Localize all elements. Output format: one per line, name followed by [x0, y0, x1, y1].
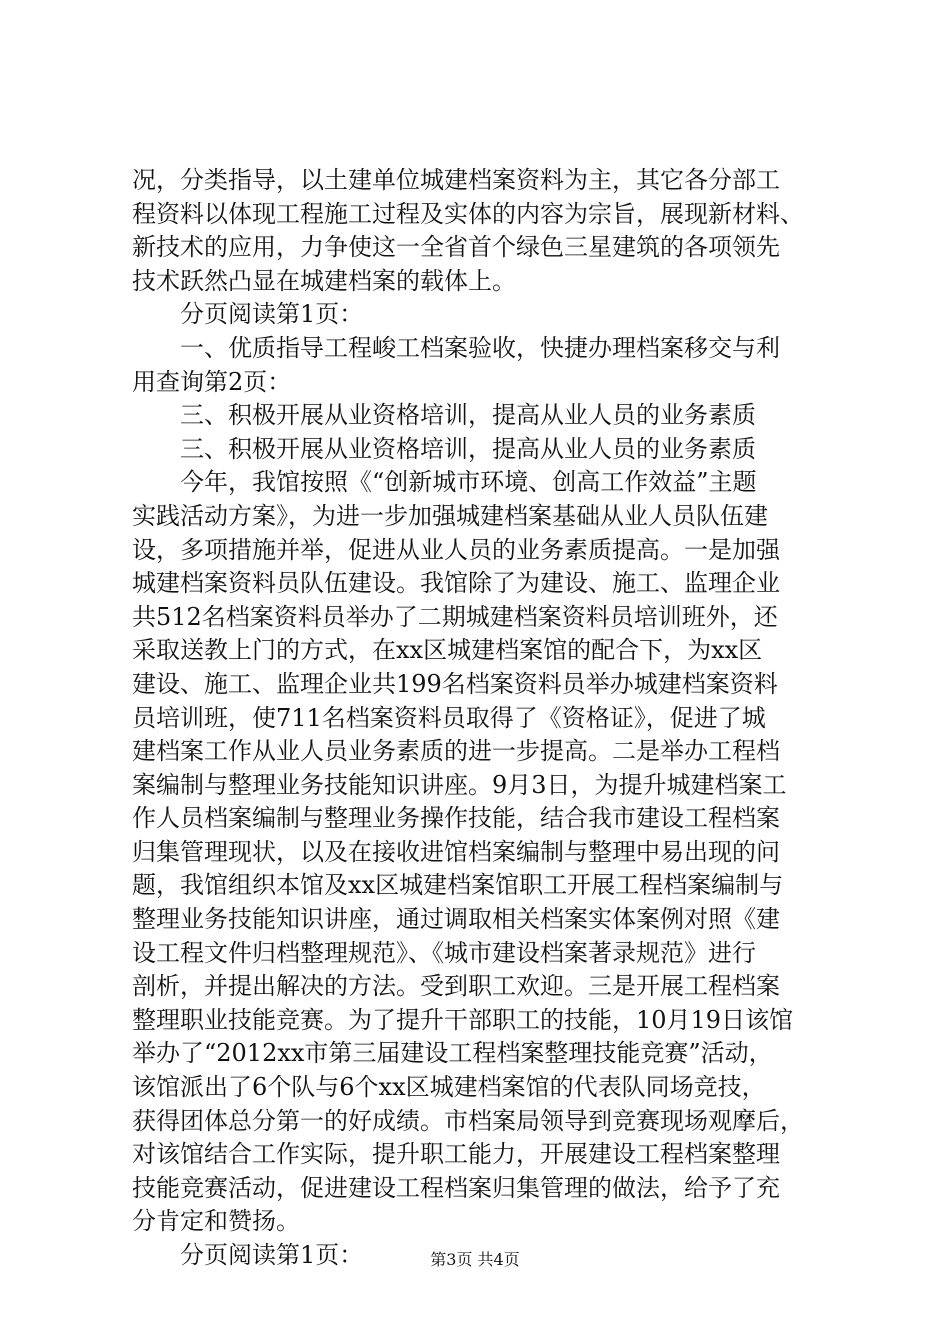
text-line: 整理业务技能知识讲座，通过调取相关档案实体案例对照《建: [132, 905, 780, 934]
text-line: 共512名档案资料员举办了二期城建档案资料员培训班外，还: [132, 602, 778, 631]
text-line: 分肯定和赞扬。: [132, 1207, 300, 1236]
page-footer: 第3页 共4页: [430, 1250, 520, 1269]
text-line: 城建档案资料员队伍建设。我馆除了为建设、施工、监理企业: [132, 569, 780, 598]
text-line: 三、积极开展从业资格培训，提高从业人员的业务素质: [180, 434, 756, 463]
text-line: 案编制与整理业务技能知识讲座。9月3日，为提升城建档案工: [132, 770, 787, 799]
text-line: 题，我馆组织本馆及xx区城建档案馆职工开展工程档案编制与: [132, 871, 784, 900]
text-line: 剖析，并提出解决的方法。受到职工欢迎。三是开展工程档案: [132, 972, 780, 1001]
text-line: 举办了“2012xx市第三届建设工程档案整理技能竞赛”活动，: [132, 1039, 773, 1068]
text-line: 设工程文件归档整理规范》、《城市建设档案著录规范》进行: [132, 938, 756, 967]
text-line: 用查询第2页：: [132, 367, 292, 396]
text-line: 况，分类指导，以土建单位城建档案资料为主，其它各分部工: [132, 166, 780, 194]
text-line: 采取送教上门的方式，在xx区城建档案馆的配合下，为xx区: [132, 636, 763, 665]
text-line: 该馆派出了6个队与6个xx区城建档案馆的代表队同场竞技，: [132, 1073, 766, 1102]
text-line: 技术跃然凸显在城建档案的载体上。: [132, 266, 516, 295]
text-line: 对该馆结合工作实际，提升职工能力，开展建设工程档案整理: [132, 1140, 780, 1169]
text-line: 今年，我馆按照《“创新城市环境、创高工作效益”主题: [180, 468, 757, 497]
text-line: 三、积极开展从业资格培训，提高从业人员的业务素质: [180, 401, 756, 430]
text-line: 员培训班，使711名档案资料员取得了《资格证》，促进了城: [132, 703, 766, 732]
text-line: 技能竞赛活动，促进建设工程档案归集管理的做法，给予了充: [132, 1173, 780, 1202]
text-line: 作人员档案编制与整理业务操作技能，结合我市建设工程档案: [132, 804, 780, 833]
text-line: 归集管理现状，以及在接收进馆档案编制与整理中易出现的问: [132, 837, 780, 866]
text-line: 设，多项措施并举，促进从业人员的业务素质提高。一是加强: [132, 535, 780, 564]
text-line: 建设、施工、监理企业共199名档案资料员举办城建档案资料: [132, 669, 778, 698]
text-line: 一、优质指导工程峻工档案验收，快捷办理档案移交与利: [180, 333, 780, 362]
document-body: [132, 164, 844, 1273]
text-line: 程资料以体现工程施工过程及实体的内容为宗旨，展现新材料、: [132, 199, 804, 228]
text-line: 分页阅读第1页：: [180, 300, 364, 329]
text-line: 实践活动方案》，为进一步加强城建档案基础从业人员队伍建: [132, 501, 768, 530]
text-line: 新技术的应用，力争使这一全省首个绿色三星建筑的各项领先: [132, 233, 780, 262]
text-line: 分页阅读第1页：: [180, 1241, 364, 1269]
text-line: 整理职业技能竞赛。为了提升干部职工的技能，10月19日该馆: [132, 1005, 794, 1034]
text-line: 建档案工作从业人员业务素质的进一步提高。二是举办工程档: [132, 737, 780, 766]
text-line: 获得团体总分第一的好成绩。市档案局领导到竞赛现场观摩后，: [132, 1106, 804, 1135]
